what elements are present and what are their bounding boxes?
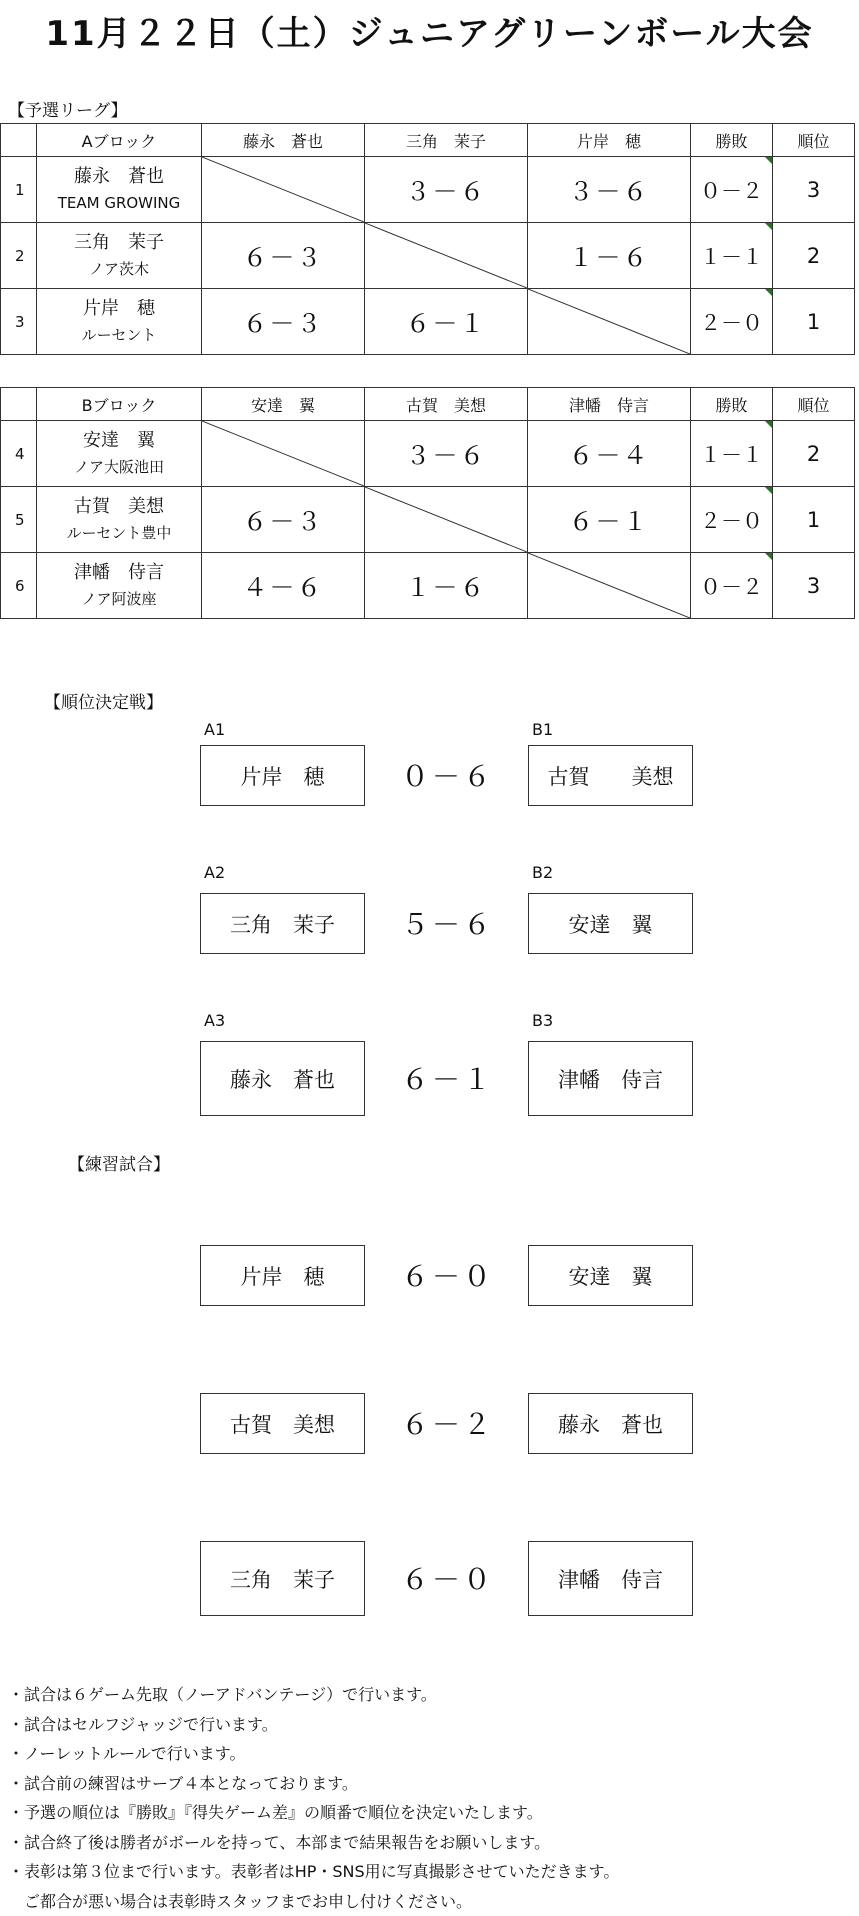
player-cell — [37, 553, 202, 619]
comment-marker-icon — [765, 223, 772, 230]
note-line: ・表彰は第３位まで行います。表彰者はHP・SNS用に写真撮影させていただきます。 — [8, 1862, 620, 1881]
block-name: Bブロック — [37, 388, 202, 421]
match-player-left: 古賀 美想 — [200, 1393, 365, 1454]
rank-value: 3 — [773, 553, 855, 619]
block-name: Aブロック — [37, 124, 202, 157]
rank-header: 順位 — [773, 388, 855, 421]
self-match-cell — [528, 289, 691, 355]
match-score: ６－４ — [528, 421, 691, 487]
match-player-right: 古賀 美想 — [528, 745, 693, 806]
match-score: ４－６ — [202, 553, 365, 619]
league-table-b — [0, 387, 855, 619]
note-line: ご都合が悪い場合は表彰時スタッフまでお申し付けください。 — [8, 1891, 473, 1911]
match-score: １－６ — [365, 553, 528, 619]
index-header — [1, 124, 37, 157]
note-line: ・試合はセルフジャッジで行います。 — [8, 1714, 278, 1734]
player-club: ノア大阪池田 — [73, 457, 164, 476]
note-line: ・予選の順位は『勝敗』『得失ゲーム差』の順番で順位を決定いたします。 — [8, 1803, 543, 1822]
match-seed-label: A3 — [204, 1011, 226, 1030]
player-name: 古賀 美想 — [74, 495, 164, 517]
opponent-header: 古賀 美想 — [365, 388, 528, 421]
row-number: 1 — [1, 157, 37, 223]
match-score: ６－３ — [202, 487, 365, 553]
match-score: １－６ — [528, 223, 691, 289]
match-score: ３－６ — [365, 421, 528, 487]
league-table-a — [0, 123, 855, 355]
match-score: ６－１ — [365, 289, 528, 355]
self-match-cell — [202, 421, 365, 487]
rules-notes — [8, 1680, 619, 1916]
match-player-left: 藤永 蒼也 — [200, 1041, 365, 1116]
comment-marker-icon — [765, 487, 772, 494]
self-match-cell — [528, 553, 691, 619]
player-cell — [37, 157, 202, 223]
rank-value: 3 — [773, 157, 855, 223]
player-cell — [37, 223, 202, 289]
note-line: ・試合は６ゲーム先取（ノーアドバンテージ）で行います。 — [8, 1685, 437, 1704]
table-row — [1, 289, 855, 355]
player-club: ノア茨木 — [88, 259, 149, 278]
match-player-right: 津幡 侍言 — [528, 1041, 693, 1116]
league-section-label: 【予選リーグ】 — [8, 101, 128, 121]
match-score: ０－６ — [400, 760, 494, 793]
player-cell — [37, 421, 202, 487]
match-score: ６－３ — [202, 289, 365, 355]
row-number: 2 — [1, 223, 37, 289]
match-score: ３－６ — [365, 157, 528, 223]
match-seed-label: A2 — [204, 863, 226, 882]
opponent-header: 片岸 穂 — [528, 124, 691, 157]
win-loss-record: ０－２ — [691, 157, 773, 223]
match-player-left: 片岸 穂 — [200, 1245, 365, 1306]
match-player-left: 片岸 穂 — [200, 745, 365, 806]
player-club: ノア阿波座 — [81, 589, 157, 608]
player-name: 安達 翼 — [83, 429, 155, 451]
table-row — [1, 487, 855, 553]
record-header: 勝敗 — [691, 388, 773, 421]
rank-value: 1 — [773, 487, 855, 553]
rank-value: 2 — [773, 223, 855, 289]
note-line: ・試合前の練習はサーブ４本となっております。 — [8, 1773, 358, 1793]
comment-marker-icon — [765, 289, 772, 296]
player-cell — [37, 487, 202, 553]
page-title: 11月２２日（土）ジュニアグリーンボール大会 — [45, 14, 814, 54]
row-number: 6 — [1, 553, 37, 619]
match-score: ６－１ — [400, 1063, 494, 1096]
win-loss-record: ２－０ — [691, 289, 773, 355]
comment-marker-icon — [765, 157, 772, 164]
table-row — [1, 223, 855, 289]
player-club: ルーセント豊中 — [66, 523, 172, 542]
rank-value: 1 — [773, 289, 855, 355]
match-score: ３－６ — [528, 157, 691, 223]
opponent-header: 安達 翼 — [202, 388, 365, 421]
self-match-cell — [365, 487, 528, 553]
player-name: 片岸 穂 — [83, 297, 155, 319]
match-seed-label: B2 — [532, 863, 554, 882]
row-number: 5 — [1, 487, 37, 553]
match-score: ６－２ — [400, 1408, 494, 1441]
win-loss-record: ０－２ — [691, 553, 773, 619]
note-line: ・試合終了後は勝者がボールを持って、本部まで結果報告をお願いします。 — [8, 1832, 551, 1852]
self-match-cell — [365, 223, 528, 289]
win-loss-record: １－１ — [691, 421, 773, 487]
match-seed-label: A1 — [204, 720, 226, 739]
player-name: 津幡 侍言 — [74, 561, 164, 583]
note-line: ・ノーレットルールで行います。 — [8, 1744, 246, 1763]
practice-section-label: 【練習試合】 — [68, 1155, 170, 1175]
index-header — [1, 388, 37, 421]
match-player-left: 三角 茉子 — [200, 1541, 365, 1616]
opponent-header: 津幡 侍言 — [528, 388, 691, 421]
player-name: 藤永 蒼也 — [74, 165, 164, 187]
self-match-cell — [202, 157, 365, 223]
opponent-header: 藤永 蒼也 — [202, 124, 365, 157]
table-row — [1, 421, 855, 487]
placement-section-label: 【順位決定戦】 — [44, 693, 163, 713]
player-club: ルーセント — [81, 325, 157, 344]
row-number: 4 — [1, 421, 37, 487]
table-row — [1, 157, 855, 223]
comment-marker-icon — [765, 553, 772, 560]
match-seed-label: B1 — [532, 720, 554, 739]
match-player-right: 安達 翼 — [528, 893, 693, 954]
match-score: ５－６ — [400, 908, 494, 941]
match-score: ６－１ — [528, 487, 691, 553]
comment-marker-icon — [765, 421, 772, 428]
match-player-right: 津幡 侍言 — [528, 1541, 693, 1616]
row-number: 3 — [1, 289, 37, 355]
player-club: TEAM GROWING — [57, 193, 181, 212]
win-loss-record: １－１ — [691, 223, 773, 289]
player-cell — [37, 289, 202, 355]
match-player-right: 藤永 蒼也 — [528, 1393, 693, 1454]
table-row — [1, 553, 855, 619]
match-player-right: 安達 翼 — [528, 1245, 693, 1306]
record-header: 勝敗 — [691, 124, 773, 157]
match-player-left: 三角 茉子 — [200, 893, 365, 954]
opponent-header: 三角 茉子 — [365, 124, 528, 157]
match-seed-label: B3 — [532, 1011, 554, 1030]
match-score: ６－０ — [400, 1260, 494, 1293]
win-loss-record: ２－０ — [691, 487, 773, 553]
match-score: ６－３ — [202, 223, 365, 289]
rank-header: 順位 — [773, 124, 855, 157]
rank-value: 2 — [773, 421, 855, 487]
match-score: ６－０ — [400, 1563, 494, 1596]
player-name: 三角 茉子 — [74, 231, 164, 253]
